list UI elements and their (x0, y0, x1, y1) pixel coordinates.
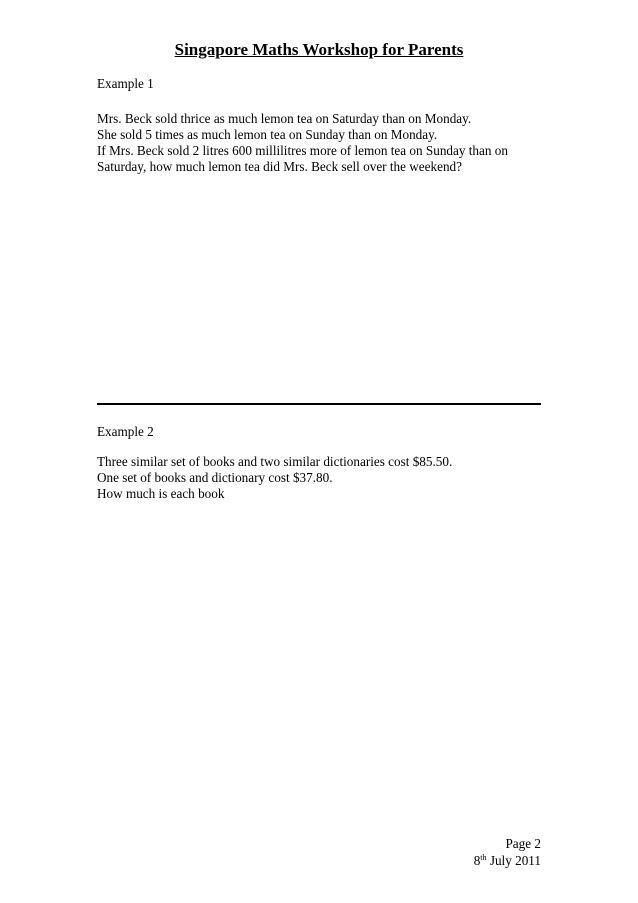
page-number: Page 2 (505, 836, 541, 851)
example-2-heading: Example 2 (97, 424, 154, 439)
example-1-line: If Mrs. Beck sold 2 litres 600 millilitres more of lemon tea on Sunday than on (97, 143, 508, 158)
example-1-line: Saturday, how much lemon tea did Mrs. Beck sell over the weekend? (97, 159, 462, 174)
section-divider (97, 403, 541, 405)
example-1-line: She sold 5 times as much lemon tea on Sunday than on Monday. (97, 127, 438, 142)
date-ordinal-suffix: th (480, 853, 487, 862)
date-month-year: July 2011 (486, 853, 541, 868)
footer-date (474, 853, 541, 869)
example-2-line: One set of books and dictionary cost $37.80. (97, 470, 333, 485)
example-2-line: How much is each book (97, 486, 225, 501)
date-day: 8 (473, 853, 481, 868)
example-2-line: Three similar set of books and two similar dictionaries cost $85.50. (97, 454, 453, 469)
example-1-heading: Example 1 (97, 76, 154, 91)
example-1-line: Mrs. Beck sold thrice as much lemon tea on Saturday than on Monday. (97, 111, 472, 126)
page-title: Singapore Maths Workshop for Parents (174, 40, 464, 59)
